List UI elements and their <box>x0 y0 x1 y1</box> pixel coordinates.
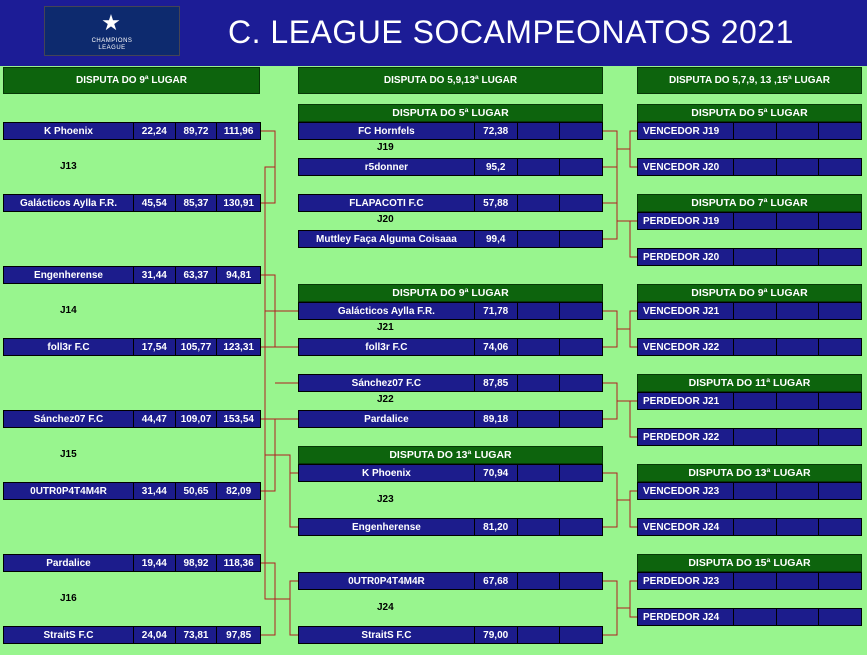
score-2: 105,77 <box>175 339 217 355</box>
score-empty <box>517 519 560 535</box>
score-empty <box>733 519 776 535</box>
score-empty <box>517 465 560 481</box>
score-empty <box>517 195 560 211</box>
left-row <box>3 410 261 428</box>
section-header: DISPUTA DO 5ª LUGAR <box>637 104 862 122</box>
left-row <box>3 554 261 572</box>
middle-row <box>298 122 603 140</box>
score-empty <box>517 375 560 391</box>
team-name: StraitS F.C <box>43 629 94 641</box>
score-empty <box>559 573 602 589</box>
score-empty <box>559 231 602 247</box>
middle-row <box>298 518 603 536</box>
match-label: J16 <box>60 593 77 604</box>
score-total: 94,81 <box>216 267 260 283</box>
middle-row <box>298 230 603 248</box>
score-2: 73,81 <box>175 627 217 643</box>
right-row <box>637 392 862 410</box>
team-name: FLAPACOTI F.C <box>349 197 424 209</box>
score: 79,00 <box>474 627 517 643</box>
section-header: DISPUTA DO 9ª LUGAR <box>298 284 603 302</box>
slot-name: PERDEDOR J19 <box>643 215 720 227</box>
score-2: 98,92 <box>175 555 217 571</box>
score: 89,18 <box>474 411 517 427</box>
score-empty <box>818 393 861 409</box>
score-empty <box>776 393 819 409</box>
score-empty <box>818 519 861 535</box>
score-empty <box>559 627 602 643</box>
slot-name: VENCEDOR J23 <box>643 485 720 497</box>
score-total: 118,36 <box>216 555 260 571</box>
column-header-right: DISPUTA DO 5,7,9, 13 ,15ª LUGAR <box>637 67 862 94</box>
left-row <box>3 266 261 284</box>
score-empty <box>776 123 819 139</box>
slot-name: PERDEDOR J24 <box>643 611 720 623</box>
team-name: 0UTR0P4T4M4R <box>30 485 107 497</box>
score-empty <box>818 249 861 265</box>
match-label: J15 <box>60 449 77 460</box>
score-1: 24,04 <box>133 627 175 643</box>
score-empty <box>559 123 602 139</box>
score: 87,85 <box>474 375 517 391</box>
score: 71,78 <box>474 303 517 319</box>
score-total: 153,54 <box>216 411 260 427</box>
score-empty <box>517 123 560 139</box>
score-empty <box>818 303 861 319</box>
score: 67,68 <box>474 573 517 589</box>
score-total: 82,09 <box>216 483 260 499</box>
column-header-middle: DISPUTA DO 5,9,13ª LUGAR <box>298 67 603 94</box>
score-empty <box>776 483 819 499</box>
score-empty <box>776 519 819 535</box>
middle-row <box>298 626 603 644</box>
team-name: Engenherense <box>34 269 103 281</box>
score-empty <box>559 465 602 481</box>
slot-name: VENCEDOR J24 <box>643 521 720 533</box>
score: 81,20 <box>474 519 517 535</box>
score-2: 63,37 <box>175 267 217 283</box>
middle-row <box>298 338 603 356</box>
score-empty <box>733 159 776 175</box>
team-name: StraitS F.C <box>361 629 412 641</box>
match-label: J23 <box>377 494 394 505</box>
right-row <box>637 608 862 626</box>
score-empty <box>818 573 861 589</box>
right-row <box>637 518 862 536</box>
score-empty <box>733 573 776 589</box>
score: 57,88 <box>474 195 517 211</box>
match-label: J19 <box>377 142 394 153</box>
score-empty <box>733 123 776 139</box>
score-empty <box>818 159 861 175</box>
score-empty <box>818 429 861 445</box>
middle-row <box>298 464 603 482</box>
score-empty <box>517 573 560 589</box>
match-label: J24 <box>377 602 394 613</box>
right-row <box>637 302 862 320</box>
score-empty <box>559 303 602 319</box>
score-1: 17,54 <box>133 339 175 355</box>
right-row <box>637 482 862 500</box>
section-header: DISPUTA DO 5ª LUGAR <box>298 104 603 122</box>
score-empty <box>559 411 602 427</box>
score-empty <box>818 483 861 499</box>
match-label: J14 <box>60 305 77 316</box>
left-row <box>3 338 261 356</box>
score-empty <box>733 609 776 625</box>
slot-name: VENCEDOR J19 <box>643 125 720 137</box>
score-empty <box>517 231 560 247</box>
score-empty <box>776 303 819 319</box>
match-label: J21 <box>377 322 394 333</box>
right-row <box>637 158 862 176</box>
right-row <box>637 248 862 266</box>
team-name: Galácticos Aylla F.R. <box>337 305 435 317</box>
column-header-left: DISPUTA DO 9ª LUGAR <box>3 67 260 94</box>
team-name: FC Hornfels <box>358 125 415 137</box>
score-empty <box>517 159 560 175</box>
score-empty <box>733 393 776 409</box>
score-empty <box>818 123 861 139</box>
score-total: 111,96 <box>216 123 260 139</box>
team-name: Sánchez07 F.C <box>351 377 422 389</box>
starball-icon: ★ <box>101 10 121 35</box>
score-empty <box>776 213 819 229</box>
score-empty <box>776 573 819 589</box>
match-label: J20 <box>377 214 394 225</box>
score-empty <box>517 303 560 319</box>
team-name: K Phoenix <box>44 125 93 137</box>
score: 72,38 <box>474 123 517 139</box>
right-row <box>637 428 862 446</box>
left-row <box>3 194 261 212</box>
middle-row <box>298 194 603 212</box>
score-empty <box>733 429 776 445</box>
right-row <box>637 338 862 356</box>
section-header: DISPUTA DO 15ª LUGAR <box>637 554 862 572</box>
score: 95,2 <box>474 159 517 175</box>
team-name: K Phoenix <box>361 467 411 479</box>
middle-row <box>298 302 603 320</box>
slot-name: VENCEDOR J22 <box>643 341 720 353</box>
score-total: 97,85 <box>216 627 260 643</box>
score: 74,06 <box>474 339 517 355</box>
page-title: C. LEAGUE SOCAMPEONATOS 2021 <box>228 14 794 50</box>
slot-name: PERDEDOR J21 <box>643 395 720 407</box>
slot-name: PERDEDOR J23 <box>643 575 720 587</box>
team-name: Sánchez07 F.C <box>33 413 104 425</box>
section-header: DISPUTA DO 13ª LUGAR <box>637 464 862 482</box>
score-empty <box>733 249 776 265</box>
score-empty <box>559 195 602 211</box>
score: 99,4 <box>474 231 517 247</box>
section-header: DISPUTA DO 13ª LUGAR <box>298 446 603 464</box>
middle-row <box>298 572 603 590</box>
section-header: DISPUTA DO 7ª LUGAR <box>637 194 862 212</box>
score-1: 19,44 <box>133 555 175 571</box>
score-empty <box>776 159 819 175</box>
left-row <box>3 122 261 140</box>
score-empty <box>559 339 602 355</box>
team-name: Muttley Faça Alguma Coisaaa <box>316 233 457 245</box>
score-1: 45,54 <box>133 195 175 211</box>
score-2: 89,72 <box>175 123 217 139</box>
left-row <box>3 626 261 644</box>
score-empty <box>818 609 861 625</box>
score-total: 130,91 <box>216 195 260 211</box>
slot-name: PERDEDOR J22 <box>643 431 720 443</box>
team-name: Pardalice <box>46 557 91 569</box>
score: 70,94 <box>474 465 517 481</box>
logo-text: CHAMPIONS <box>91 38 133 44</box>
score-empty <box>517 339 560 355</box>
score-empty <box>733 303 776 319</box>
right-row <box>637 212 862 230</box>
middle-row <box>298 410 603 428</box>
team-name: Galácticos Aylla F.R. <box>19 197 118 209</box>
middle-row <box>298 374 603 392</box>
team-name: Engenherense <box>351 521 421 533</box>
score-empty <box>776 249 819 265</box>
team-name: foll3r F.C <box>47 341 90 353</box>
slot-name: PERDEDOR J20 <box>643 251 720 263</box>
score-empty <box>776 429 819 445</box>
right-row <box>637 122 862 140</box>
score-1: 31,44 <box>133 483 175 499</box>
match-label: J13 <box>60 161 77 172</box>
score-empty <box>559 375 602 391</box>
team-name: foll3r F.C <box>365 341 408 353</box>
team-name: Pardalice <box>364 413 409 425</box>
section-header: DISPUTA DO 11ª LUGAR <box>637 374 862 392</box>
score-1: 22,24 <box>133 123 175 139</box>
score-2: 85,37 <box>175 195 217 211</box>
score-empty <box>733 213 776 229</box>
score-2: 50,65 <box>175 483 217 499</box>
team-name: r5donner <box>364 161 409 173</box>
score-empty <box>733 483 776 499</box>
section-header: DISPUTA DO 9ª LUGAR <box>637 284 862 302</box>
right-row <box>637 572 862 590</box>
middle-row <box>298 158 603 176</box>
logo-subtext: LEAGUE <box>98 45 126 51</box>
score-empty <box>517 627 560 643</box>
score-empty <box>733 339 776 355</box>
slot-name: VENCEDOR J21 <box>643 305 720 317</box>
score-empty <box>776 339 819 355</box>
score-1: 31,44 <box>133 267 175 283</box>
score-1: 44,47 <box>133 411 175 427</box>
score-empty <box>818 339 861 355</box>
score-empty <box>776 609 819 625</box>
score-empty <box>517 411 560 427</box>
match-label: J22 <box>377 394 394 405</box>
team-name: 0UTR0P4T4M4R <box>348 575 425 587</box>
left-row <box>3 482 261 500</box>
slot-name: VENCEDOR J20 <box>643 161 720 173</box>
score-2: 109,07 <box>175 411 217 427</box>
score-total: 123,31 <box>216 339 260 355</box>
score-empty <box>559 519 602 535</box>
score-empty <box>818 213 861 229</box>
score-empty <box>559 159 602 175</box>
